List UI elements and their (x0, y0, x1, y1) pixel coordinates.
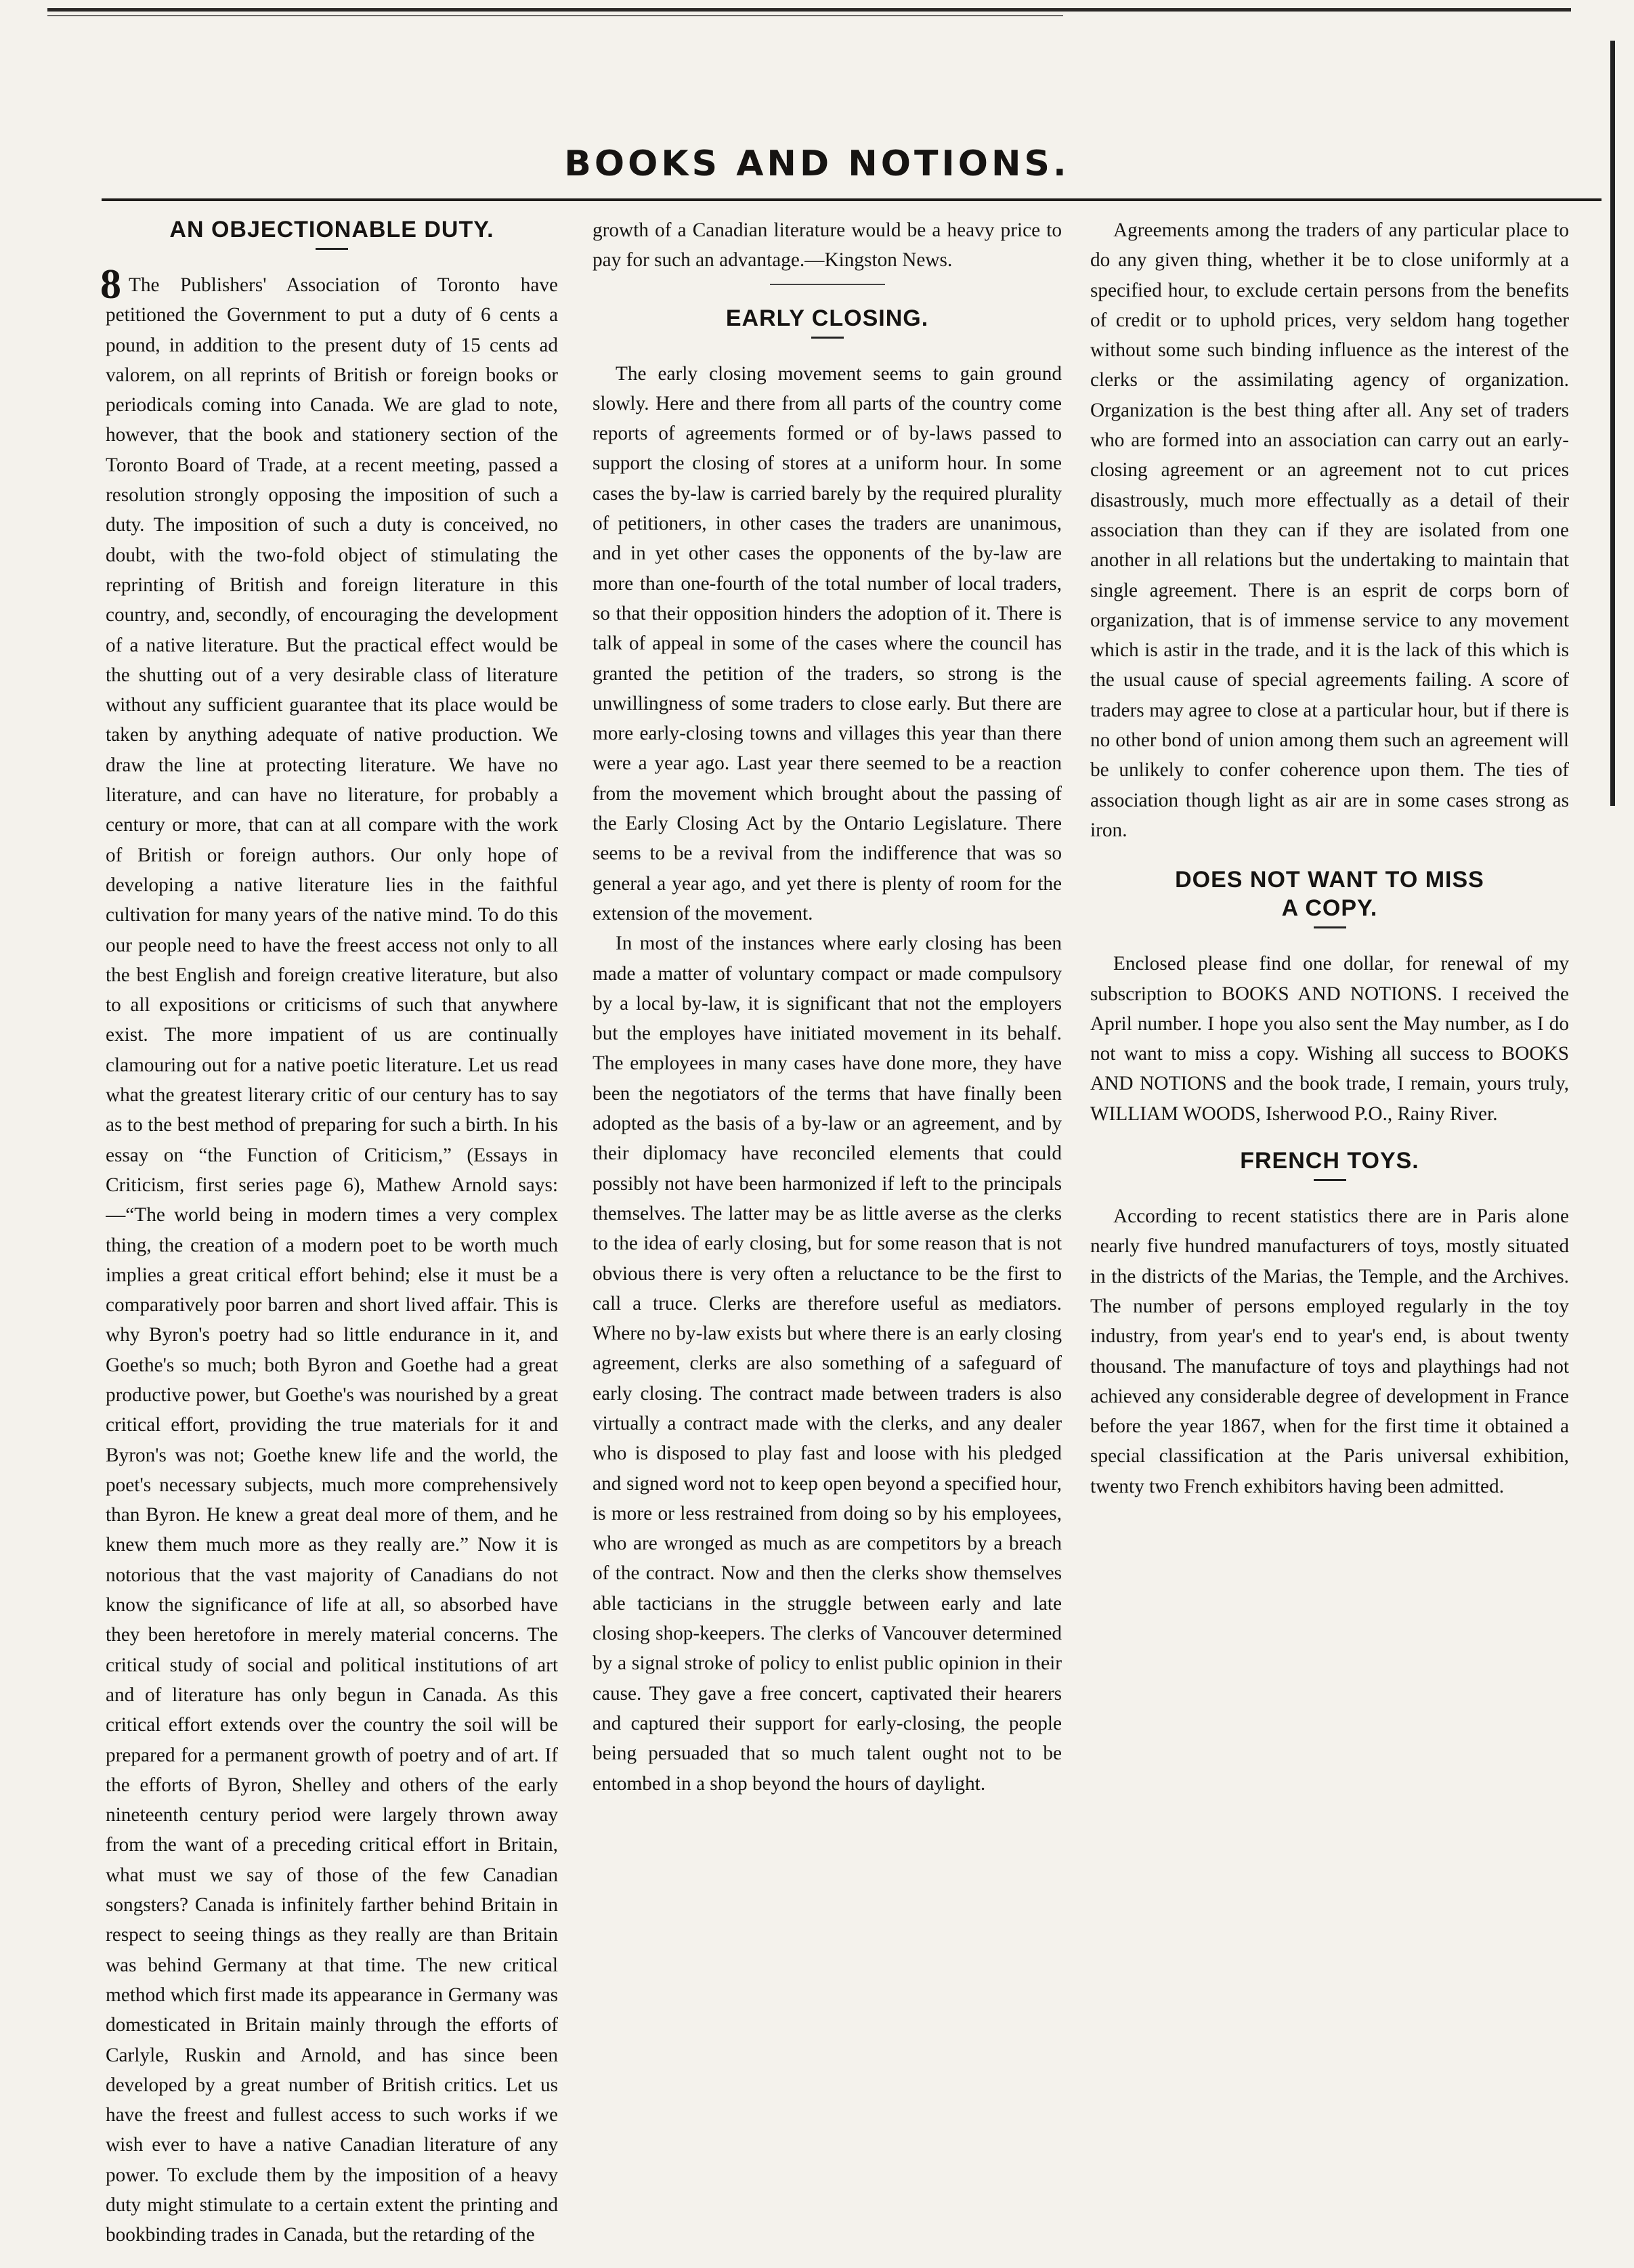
title-dash (1314, 1179, 1346, 1181)
article-objectionable-duty-body: The Publishers' Association of Toronto have petitioned the Government to put a duty of 6 cents a pound, in addition to the present duty of 15 cents ad valorem, on all reprints of British or foreign books or periodicals coming into Canada. We are glad to note, however, that the book and stationery section of the Toronto Board of Trade, at a recent meeting, passed a resolution strongly opposing the imposition of such a duty. The imposition of such a duty is conceived, no doubt, with the two-fold object of stimulating the reprinting of British and foreign literature in this country, and, secondly, of encouraging the development of a native literature. But the practical effect would be the shutting out of a very desirable class of literature without any sufficient guarantee that its place would be taken by anything adequate of native production. We draw the line at protecting literature. We have no literature, and can have no literature, for probably a century or more, that can at all compare with the work of British or foreign authors. Our only hope of developing a native literature lies in the faithful cultivation for many years of the native mind. To do this our people need to have the freest access not only to all the best English and foreign creative literature, but also to all expositions or criticisms of such that anywhere exist. The more impatient of us are continually clamouring out for a native poetic literature. Let us read what the greatest literary critic of our century has to say as to the best method of preparing for such a birth. In his essay on “the Function of Criticism,” (Essays in Criticism, first series page 6), Mathew Arnold says:—“The world being in modern times a very complex thing, the creation of a modern poet to be worth much implies a great critical effort behind; else it must be a comparatively poor barren and short lived affair. This is why Byron's poetry had so little endurance in it, and Goethe's so much; both Byron and Goethe had a great productive power, but Goethe's was nourished by a great critical effort, providing the true materials for it and Byron's was not; Goethe knew life and the world, the poet's necessary subjects, much more comprehensively than Byron. He knew a great deal more of them, and he knew them much more as they really are.” Now it is notorious that the vast majority of Canadians do not know the significance of life at all, so absorbed have they been heretofore in merely material concerns. The critical study of social and political institutions of art and of literature has only begun in Canada. As this critical effort extends over the country the soil will be prepared for a permanent growth of poetry and of art. If the efforts of Byron, Shelley and others of the early nineteenth century period were largely thrown away from the want of a preceding critical effort in Britain, what must we say of those of the few Canadian songsters? Canada is infinitely farther behind Britain in respect to seeing things as they really are than Britain was behind Germany at that time. The new critical method which first made its appearance in Germany was domesticated in Britain mainly through the efforts of Carlyle, Ruskin and Arnold, and has since been developed by a great number of British critics. Let us have the freest and fullest access to such works if we wish ever to have a native Canadian literature of any power. To exclude them by the imposition of a heavy duty might stimulate to a certain extent the printing and bookbinding trades in Canada, but the retarding of the (106, 274, 558, 2246)
top-border-line (47, 8, 1571, 12)
title-dash (1314, 926, 1346, 928)
header-rule (102, 198, 1601, 201)
letter-paragraph: Enclosed please find one dollar, for renewal of my subscription to BOOKS AND NOTIONS. I received the April number. I hope you also sent the May number, as I do not want to miss a copy. Wishing all success to BOOKS AND NOTIONS and the book trade, I remain, yours truly, WILLIAM WOODS, Isherwood P.O., Rainy River. (1090, 953, 1569, 1125)
early-closing-paragraph-1: The early closing movement seems to gain ground slowly. Here and there from all parts of the country come reports of agreements formed or of by-laws passed to support the closing of stores at a uniform hour. In some cases the by-law is carried barely by the required plurality of petitioners, in other cases the traders are unanimous, and in yet other cases the opponents of the by-law are more than one-fourth of the total number of local traders, so that their opposition hinders the adoption of it. There is talk of appeal in some of the cases where the council has granted the petition of the traders, so strong is the unwillingness of some traders to close early. But there are more early-closing towns and villages this year than there were a year ago. Last year there seemed to be a reaction from the movement which brought about the passing of the Early Closing Act by the Ontario Legislature. There seems to be a revival from the indifference that was so general a year ago, and yet there is plenty of room for the extension of the movement. (593, 362, 1062, 924)
title-line-1: DOES NOT WANT TO MISS (1175, 867, 1484, 893)
early-closing-paragraph-2: In most of the instances where early closing has been made a matter of voluntary compact or made compulsory by a local by-law, it is significant that not the employers but the employes have initiated movement in its behalf. The employees in many cases have done more, they have been the negotiators of the terms that have finally been adopted as the basis of a by-law or an agreement, and by their diplomacy have reconciled elements that could possibly not have been harmonized if left to the principals themselves. The latter may be as little averse as the clerks to the idea of early closing, but for some reason that is not obvious there is very often a reluctance to be the first to call a truce. Clerks are therefore useful as mediators. Where no by-law exists but where there is an early closing agreement, clerks are also something of a safeguard of early closing. The contract made between traders is also virtually a contract made with the clerks, and any dealer who is disposed to play fast and loose with his pledged and signed word not to keep open beyond a specified hour, is more or less restrained from doing so by his employees, who are wronged as much as are competitors by a breach of the contract. Now and then the clerks show themselves able tacticians in the struggle between early and late closing shop-keepers. The clerks of Vancouver determined by a signal stroke of policy to enlist public opinion in their cause. They gave a free concert, captivated their hearers and captured their support for early-closing, the people being persuaded that so much talent ought not to be entombed in a shop beyond the hours of daylight. (593, 933, 1062, 1795)
article-separator (770, 284, 885, 285)
article-title-french-toys: FRENCH TOYS. (1240, 1148, 1419, 1174)
article-title-does-not-want-to-miss (1090, 865, 1569, 922)
column-1 (106, 215, 558, 2254)
article-title-objectionable-duty: AN OBJECTIONABLE DUTY. (169, 217, 494, 242)
title-line-2: A COPY. (1281, 895, 1378, 922)
title-dash (811, 337, 844, 339)
title-dash (316, 248, 348, 250)
column-2 (593, 215, 1062, 2254)
article-title-early-closing: EARLY CLOSING. (725, 305, 929, 331)
masthead-title: BOOKS AND NOTIONS. (564, 144, 1070, 184)
page-number: 8 (100, 261, 121, 307)
early-closing-paragraph-3: Agreements among the traders of any particular place to do any given thing, whether it be to close uniformly at a specified hour, to exclude certain persons from the benefits of credit or to uphold prices, very seldom hang together without some such binding influence as the interest of the clerks or the assimilating agency of organization. Organization is the best thing after all. Any set of traders who are formed into an association can carry out an early-closing agreement or an agreement not to cut prices disastrously, much more effectually as a detail of their association than they can if they are isolated from one another in all relations but the undertaking to maintain that single agreement. There is an esprit de corps born of organization, that is of immense service to any movement which is astir in the trade, and it is the lack of this which is the usual cause of special agreements failing. A score of traders may agree to close at a particular hour, but if there is no other bond of union among them such an agreement will be unlikely to confer coherence upon them. The ties of association though light as air are in some cases strong as iron. (1090, 219, 1569, 841)
top-border-line-secondary (47, 15, 1063, 16)
article-objectionable-duty-continued: growth of a Canadian literature would be a heavy price to pay for such an advantage.—Kingston News. (593, 219, 1062, 272)
french-toys-paragraph: According to recent statistics there are in Paris alone nearly five hundred manufacturers of toys, mostly situated in the districts of the Marias, the Temple, and the Archives. The number of persons employed regularly in the toy industry, from year's end to year's end, is about twenty thousand. The manufacture of toys and playthings had not achieved any considerable degree of development in France before the year 1867, when for the first time it obtained a special classification at the Paris universal exhibition, twenty two French exhibitors having been admitted. (1090, 1205, 1569, 1497)
column-3 (1090, 215, 1569, 2254)
